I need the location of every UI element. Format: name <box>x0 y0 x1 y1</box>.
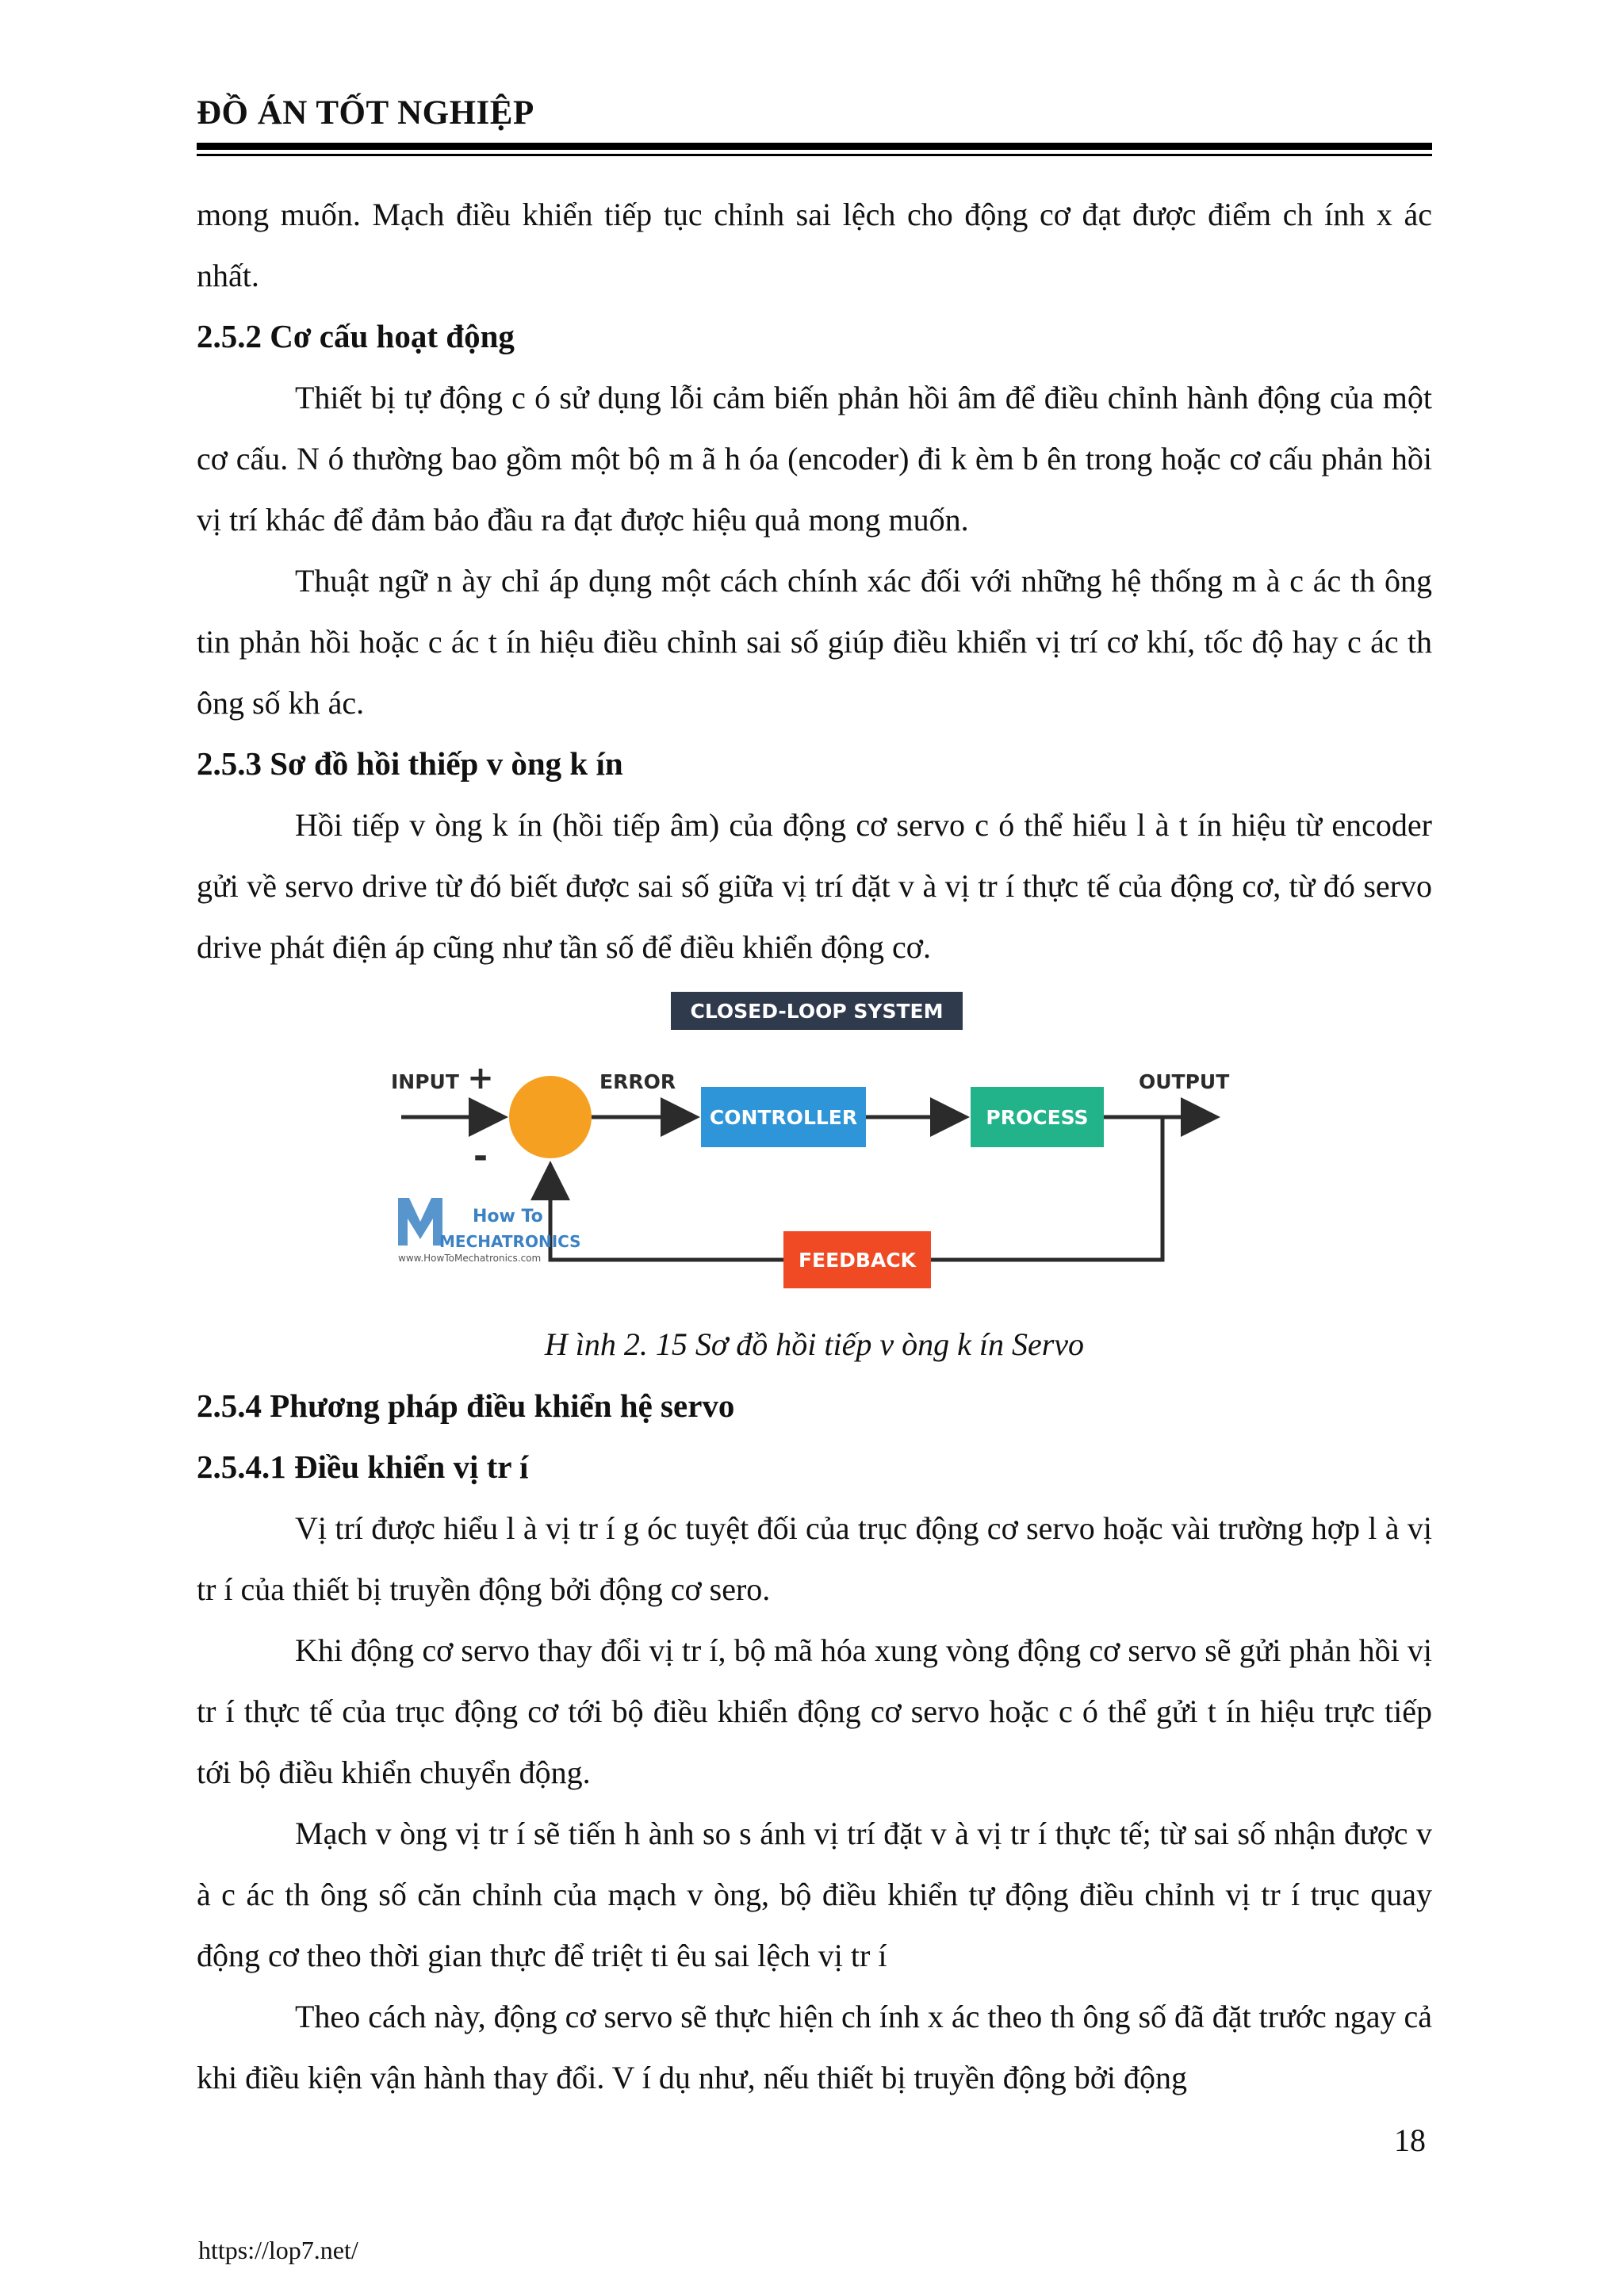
page-content <box>197 184 1432 2108</box>
section-heading: 2.5.4 Phương pháp điều khiển hệ servo <box>197 1387 735 1424</box>
logo-line2: MECHATRONICS <box>439 1232 581 1251</box>
paragraph: Theo cách này, động cơ servo sẽ thực hiện ch ính x ác theo th ông số đã đặt trước ngay cả khi điều kiện vận hành thay đổi. V í dụ như, nếu thiết bị truyền động bởi động <box>197 1999 1432 2095</box>
paragraph: Mạch v òng vị tr í sẽ tiến h ành so s ánh vị trí đặt v à vị tr í thực tế; từ sai số nhận được v à c ác th ông số căn chỉnh của mạch v òng, bộ điều khiển tự động điều chỉnh vị tr í trục quay động cơ theo thời gian thực để triệt ti êu sai lệch vị tr í <box>197 1816 1432 1973</box>
minus-sign: - <box>473 1136 488 1177</box>
section-heading: 2.5.2 Cơ cấu hoạt động <box>197 318 515 354</box>
header-rule-thin <box>197 154 1432 156</box>
paragraph: Thiết bị tự động c ó sử dụng lỗi cảm biến phản hồi âm để điều chỉnh hành động của một cơ cấu. N ó thường bao gồm một bộ m ã h óa (encoder) đi k èm b ên trong hoặc cơ cấu phản hồi vị trí khác để đảm bảo đầu ra đạt được hiệu quả mong muốn. <box>197 380 1432 538</box>
closed-loop-diagram <box>197 984 1432 1317</box>
paragraph: Thuật ngữ n ày chỉ áp dụng một cách chính xác đối với những hệ thống m à c ác th ông tin phản hồi hoặc c ác t ín hiệu điều chỉnh sai số giúp điều khiển vị trí cơ khí, tốc độ hay c ác th ông số kh ác. <box>197 563 1432 721</box>
paragraph: Vị trí được hiểu l à vị tr í g óc tuyệt đối của trục động cơ servo hoặc vài trường hợp l à vị tr í của thiết bị truyền động bởi động cơ sero. <box>197 1510 1432 1607</box>
feedback-label: FEEDBACK <box>798 1249 917 1272</box>
controller-label: CONTROLLER <box>709 1106 858 1129</box>
paragraph: Hồi tiếp v òng k ín (hồi tiếp âm) của động cơ servo c ó thể hiểu l à t ín hiệu từ encoder gửi về servo drive từ đó biết được sai số giữa vị trí đặt v à vị tr í thực tế của động cơ, từ đó servo drive phát điện áp cũng như tần số để điều khiển động cơ. <box>197 807 1432 965</box>
document-header: ĐỒ ÁN TỐT NGHIỆP <box>197 94 534 132</box>
footer-url[interactable]: https://lop7.net/ <box>198 2236 358 2264</box>
plus-sign: + <box>467 1060 494 1096</box>
diagram-title: CLOSED-LOOP SYSTEM <box>690 1000 944 1023</box>
header-rule-thick <box>197 143 1432 150</box>
output-label: OUTPUT <box>1139 1070 1230 1093</box>
summing-junction <box>509 1076 592 1158</box>
figure-caption: H ình 2. 15 Sơ đồ hồi tiếp v òng k ín Servo <box>544 1326 1085 1362</box>
logo-url: www.HowToMechatronics.com <box>398 1253 542 1264</box>
subsection-heading: 2.5.4.1 Điều khiển vị tr í <box>197 1448 529 1485</box>
process-label: PROCESS <box>986 1106 1089 1129</box>
closed-loop-diagram-svg <box>197 984 1432 1317</box>
howtomechatronics-logo <box>398 1198 581 1264</box>
error-label: ERROR <box>599 1070 676 1093</box>
input-label: INPUT <box>391 1070 459 1093</box>
paragraph: mong muốn. Mạch điều khiển tiếp tục chỉnh sai lệch cho động cơ đạt được điểm ch ính x ác nhất. <box>197 197 1432 293</box>
page-number: 18 <box>1394 2122 1426 2158</box>
paragraph: Khi động cơ servo thay đổi vị tr í, bộ mã hóa xung vòng động cơ servo sẽ gửi phản hồi vị tr í thực tế của trục động cơ tới bộ điều khiển động cơ servo hoặc c ó thể gửi t ín hiệu trực tiếp tới bộ điều khiển chuyển động. <box>197 1632 1432 1790</box>
logo-line1: How To <box>473 1207 543 1226</box>
section-heading: 2.5.3 Sơ đồ hồi thiếp v òng k ín <box>197 745 623 782</box>
feedback-path-left <box>550 1165 783 1260</box>
